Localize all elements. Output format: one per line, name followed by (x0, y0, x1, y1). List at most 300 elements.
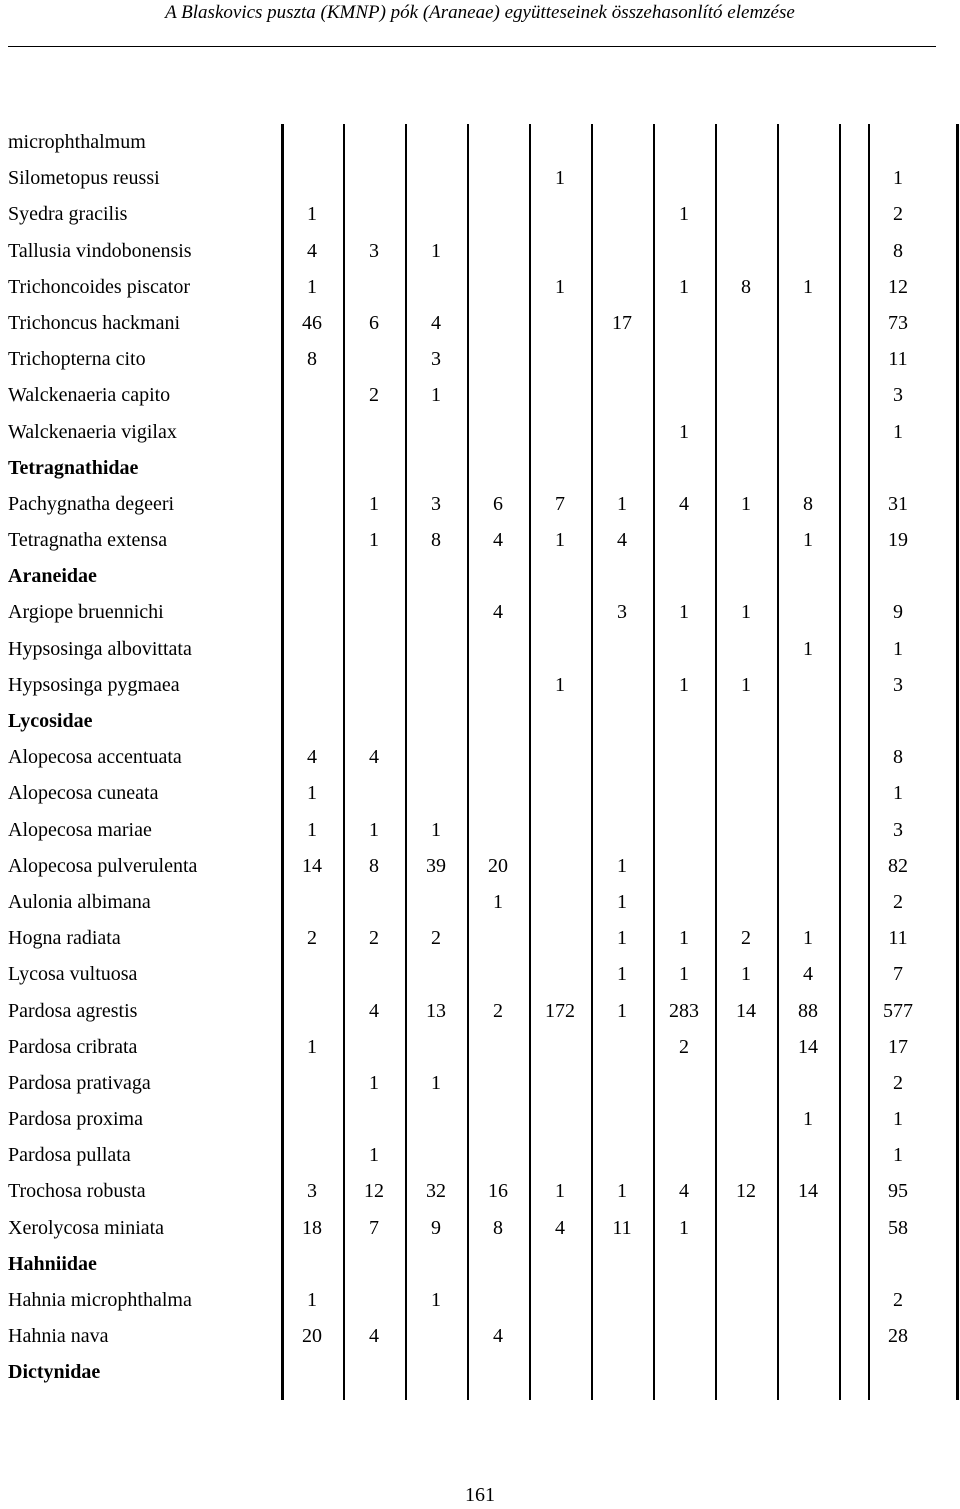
count-cell: 13 (426, 999, 446, 1022)
count-cell (778, 739, 838, 775)
species-name: Silometopus reussi (8, 167, 160, 190)
species-name: Pardosa cribrata (8, 1035, 138, 1058)
count-cell (344, 1282, 404, 1318)
count-cell: 1 (431, 1289, 441, 1311)
count-cell (406, 1318, 466, 1354)
count-cell: 1 (617, 1180, 627, 1203)
count-cell (592, 196, 652, 232)
species-name: Trichoncus hackmani (8, 311, 181, 334)
family-name: Dictynidae (8, 1361, 101, 1384)
count-cell (344, 414, 404, 450)
count-cell (468, 233, 528, 269)
species-row (0, 631, 960, 667)
count-cell (716, 812, 776, 848)
count-cell: 1 (555, 167, 565, 190)
count-cell (406, 1029, 466, 1065)
count-cell (282, 414, 342, 450)
count-cell: 2 (307, 927, 317, 950)
species-row (0, 124, 960, 160)
count-cell: 8 (493, 1216, 503, 1239)
species-row (0, 739, 960, 775)
count-cell (778, 848, 838, 884)
count-cell: 4 (679, 492, 689, 515)
count-cell (468, 196, 528, 232)
count-cell (468, 269, 528, 305)
count-cell (530, 739, 590, 775)
count-cell: 1 (893, 167, 903, 190)
count-cell (468, 739, 528, 775)
count-cell (778, 341, 838, 377)
count-cell: 16 (488, 1180, 508, 1203)
count-cell: 1 (369, 529, 379, 552)
count-cell (592, 377, 652, 413)
count-cell (778, 558, 838, 594)
count-cell (654, 775, 714, 811)
count-cell (716, 414, 776, 450)
count-cell (406, 1101, 466, 1137)
count-cell: 11 (612, 1216, 632, 1239)
count-cell: 1 (617, 963, 627, 986)
count-cell: 1 (679, 927, 689, 950)
count-cell (654, 522, 714, 558)
count-cell: 20 (488, 854, 508, 877)
count-cell: 11 (888, 927, 908, 950)
count-cell: 4 (307, 746, 317, 769)
count-cell (468, 558, 528, 594)
species-name: Aulonia albimana (8, 890, 151, 913)
count-cell: 12 (888, 275, 908, 298)
count-cell: 3 (617, 601, 627, 624)
count-cell (530, 1065, 590, 1101)
species-row (0, 377, 960, 413)
count-cell (716, 1029, 776, 1065)
count-cell (778, 377, 838, 413)
species-row (0, 522, 960, 558)
count-cell: 3 (431, 348, 441, 371)
count-cell (468, 775, 528, 811)
count-cell (282, 160, 342, 196)
count-cell (530, 812, 590, 848)
count-cell (716, 124, 776, 160)
count-cell (868, 124, 928, 160)
running-header: A Blaskovics puszta (KMNP) pók (Araneae) együtteseinek összehasonlító elemzése (165, 2, 795, 23)
count-cell (282, 450, 342, 486)
count-cell: 3 (893, 673, 903, 696)
count-cell (344, 884, 404, 920)
count-cell (716, 884, 776, 920)
count-cell: 1 (555, 673, 565, 696)
species-row (0, 1318, 960, 1354)
count-cell: 1 (803, 275, 813, 298)
count-cell: 1 (893, 637, 903, 660)
count-cell: 1 (307, 1035, 317, 1058)
count-cell (530, 1282, 590, 1318)
count-cell: 1 (369, 1144, 379, 1167)
count-cell (716, 1282, 776, 1318)
count-cell (344, 450, 404, 486)
count-cell (654, 703, 714, 739)
count-cell (716, 450, 776, 486)
species-row (0, 667, 960, 703)
column-rule (281, 124, 284, 1400)
count-cell (654, 305, 714, 341)
count-cell (344, 1101, 404, 1137)
count-cell: 3 (893, 384, 903, 407)
count-cell (530, 341, 590, 377)
count-cell (530, 450, 590, 486)
count-cell: 4 (493, 1325, 503, 1348)
count-cell (592, 450, 652, 486)
count-cell (716, 233, 776, 269)
count-cell: 8 (307, 348, 317, 371)
species-name: Pachygnatha degeeri (8, 492, 175, 515)
count-cell: 28 (888, 1325, 908, 1348)
count-cell (592, 739, 652, 775)
species-row (0, 414, 960, 450)
count-cell (530, 594, 590, 630)
count-cell (468, 1065, 528, 1101)
count-cell (868, 558, 928, 594)
count-cell: 1 (369, 818, 379, 841)
count-cell: 1 (369, 1071, 379, 1094)
column-rule (343, 124, 345, 1400)
count-cell: 39 (426, 854, 446, 877)
count-cell (868, 450, 928, 486)
header-rule (8, 46, 936, 47)
count-cell (406, 160, 466, 196)
count-cell (778, 305, 838, 341)
species-row (0, 848, 960, 884)
count-cell: 1 (431, 239, 441, 262)
count-cell (778, 414, 838, 450)
species-name: Xerolycosa miniata (8, 1216, 165, 1239)
count-cell: 6 (369, 311, 379, 334)
count-cell (654, 1354, 714, 1390)
count-cell (282, 667, 342, 703)
count-cell: 1 (679, 673, 689, 696)
species-name: Walckenaeria vigilax (8, 420, 177, 443)
count-cell (654, 450, 714, 486)
count-cell (282, 558, 342, 594)
count-cell: 1 (803, 1108, 813, 1131)
count-cell (468, 1137, 528, 1173)
count-cell: 283 (669, 999, 699, 1022)
count-cell (778, 233, 838, 269)
species-name: Lycosa vultuosa (8, 963, 138, 986)
page-number: 161 (465, 1484, 495, 1506)
count-cell: 1 (893, 420, 903, 443)
count-cell (716, 341, 776, 377)
count-cell (592, 812, 652, 848)
count-cell (654, 124, 714, 160)
count-cell: 1 (307, 818, 317, 841)
count-cell: 7 (555, 492, 565, 515)
count-cell (344, 594, 404, 630)
count-cell: 4 (369, 999, 379, 1022)
family-row (0, 703, 960, 739)
count-cell: 1 (803, 927, 813, 950)
count-cell (468, 124, 528, 160)
count-cell: 1 (493, 890, 503, 913)
count-cell (778, 1282, 838, 1318)
count-cell (468, 1101, 528, 1137)
count-cell (282, 884, 342, 920)
family-name: Hahniidae (8, 1252, 97, 1275)
count-cell: 1 (369, 492, 379, 515)
count-cell: 8 (893, 239, 903, 262)
count-cell (716, 160, 776, 196)
count-cell: 12 (364, 1180, 384, 1203)
count-cell (406, 739, 466, 775)
family-row (0, 1354, 960, 1390)
count-cell: 1 (431, 384, 441, 407)
count-cell (654, 1101, 714, 1137)
count-cell: 1 (679, 963, 689, 986)
count-cell (406, 414, 466, 450)
species-row (0, 1137, 960, 1173)
count-cell (530, 1029, 590, 1065)
count-cell (406, 667, 466, 703)
count-cell: 2 (431, 927, 441, 950)
count-cell (282, 522, 342, 558)
family-name: Lycosidae (8, 710, 93, 732)
count-cell: 1 (617, 890, 627, 913)
count-cell (868, 703, 928, 739)
count-cell (468, 1246, 528, 1282)
count-cell: 1 (307, 203, 317, 226)
count-cell (530, 920, 590, 956)
count-cell: 1 (555, 1180, 565, 1203)
count-cell: 577 (883, 999, 913, 1022)
count-cell (592, 341, 652, 377)
species-row (0, 305, 960, 341)
count-cell (468, 450, 528, 486)
species-name: Pardosa proxima (8, 1108, 143, 1131)
count-cell: 14 (798, 1035, 818, 1058)
count-cell (592, 160, 652, 196)
column-rule (715, 124, 717, 1400)
species-name: Pardosa agrestis (8, 999, 138, 1022)
count-cell (778, 1354, 838, 1390)
count-cell (778, 1210, 838, 1246)
count-cell (406, 1354, 466, 1390)
count-cell: 1 (741, 963, 751, 986)
count-cell: 4 (803, 963, 813, 986)
species-row (0, 812, 960, 848)
count-cell: 1 (307, 1289, 317, 1311)
count-cell (468, 1354, 528, 1390)
count-cell: 2 (369, 384, 379, 407)
count-cell: 2 (893, 1289, 903, 1311)
count-cell (530, 884, 590, 920)
count-cell (592, 269, 652, 305)
count-cell: 1 (679, 275, 689, 298)
species-name: Trochosa robusta (8, 1180, 146, 1203)
count-cell: 4 (555, 1216, 565, 1239)
species-name: Hahnia microphthalma (8, 1289, 192, 1311)
count-cell (406, 594, 466, 630)
species-name: Hypsosinga albovittata (8, 637, 192, 660)
count-cell (344, 124, 404, 160)
count-cell: 3 (369, 239, 379, 262)
count-cell (468, 920, 528, 956)
count-cell (282, 631, 342, 667)
count-cell (282, 1101, 342, 1137)
count-cell (282, 1137, 342, 1173)
count-cell (592, 1065, 652, 1101)
count-cell (530, 848, 590, 884)
count-cell (530, 703, 590, 739)
count-cell: 1 (307, 275, 317, 298)
count-cell: 2 (893, 1071, 903, 1094)
count-cell (778, 884, 838, 920)
count-cell (282, 703, 342, 739)
count-cell (592, 1101, 652, 1137)
count-cell: 9 (893, 601, 903, 624)
count-cell (592, 1318, 652, 1354)
count-cell (344, 1354, 404, 1390)
count-cell (592, 1246, 652, 1282)
count-cell (468, 1282, 528, 1318)
count-cell (530, 1137, 590, 1173)
count-cell (778, 1246, 838, 1282)
species-name: Tetragnatha extensa (8, 529, 168, 552)
count-cell: 6 (493, 492, 503, 515)
count-cell: 172 (545, 999, 575, 1022)
column-rule (405, 124, 407, 1400)
count-cell: 8 (431, 529, 441, 552)
count-cell (282, 1246, 342, 1282)
species-name: Tallusia vindobonensis (8, 239, 192, 262)
count-cell (716, 703, 776, 739)
species-name: Hahnia nava (8, 1325, 109, 1348)
count-cell (468, 377, 528, 413)
count-cell: 88 (798, 999, 818, 1022)
count-cell (778, 594, 838, 630)
count-cell (406, 956, 466, 992)
count-cell: 8 (369, 854, 379, 877)
count-cell (406, 450, 466, 486)
family-row (0, 1246, 960, 1282)
count-cell (530, 233, 590, 269)
count-cell (778, 196, 838, 232)
species-row (0, 920, 960, 956)
family-name: Tetragnathidae (8, 456, 139, 479)
count-cell: 7 (369, 1216, 379, 1239)
count-cell (716, 196, 776, 232)
count-cell: 1 (893, 782, 903, 805)
count-cell (468, 703, 528, 739)
count-cell (592, 414, 652, 450)
count-cell: 1 (803, 529, 813, 552)
count-cell: 4 (369, 746, 379, 769)
count-cell (530, 775, 590, 811)
count-cell: 1 (893, 1144, 903, 1167)
count-cell (778, 775, 838, 811)
count-cell: 82 (888, 854, 908, 877)
count-cell: 1 (803, 637, 813, 660)
count-cell (468, 812, 528, 848)
count-cell: 4 (369, 1325, 379, 1348)
count-cell (592, 124, 652, 160)
count-cell (406, 631, 466, 667)
count-cell (716, 775, 776, 811)
count-cell: 3 (307, 1180, 317, 1203)
column-rule (591, 124, 593, 1400)
count-cell (868, 1246, 928, 1282)
family-row (0, 450, 960, 486)
count-cell: 1 (679, 1216, 689, 1239)
count-cell (530, 1354, 590, 1390)
count-cell: 2 (893, 890, 903, 913)
count-cell: 17 (888, 1035, 908, 1058)
species-row (0, 956, 960, 992)
count-cell: 20 (302, 1325, 322, 1348)
count-cell (778, 160, 838, 196)
count-cell: 1 (679, 203, 689, 226)
count-cell (530, 558, 590, 594)
count-cell: 2 (369, 927, 379, 950)
count-cell (468, 1029, 528, 1065)
count-cell: 1 (741, 601, 751, 624)
count-cell (344, 631, 404, 667)
count-cell (344, 269, 404, 305)
species-row (0, 269, 960, 305)
count-cell (406, 124, 466, 160)
count-cell (282, 594, 342, 630)
count-cell: 1 (431, 818, 441, 841)
species-row (0, 486, 960, 522)
species-row (0, 196, 960, 232)
species-row (0, 594, 960, 630)
count-cell (778, 703, 838, 739)
count-cell (592, 631, 652, 667)
count-cell (530, 414, 590, 450)
count-cell (592, 1029, 652, 1065)
species-row (0, 341, 960, 377)
count-cell (468, 160, 528, 196)
count-cell (592, 703, 652, 739)
species-name: microphthalmum (8, 131, 146, 153)
count-cell (530, 305, 590, 341)
count-cell: 1 (617, 927, 627, 950)
count-cell (654, 1065, 714, 1101)
count-cell (778, 812, 838, 848)
species-name: Hypsosinga pygmaea (8, 673, 180, 696)
count-cell (716, 1246, 776, 1282)
count-cell (654, 812, 714, 848)
count-cell (716, 1354, 776, 1390)
count-cell (716, 1101, 776, 1137)
count-cell: 12 (736, 1180, 756, 1203)
count-cell: 1 (679, 420, 689, 443)
count-cell (778, 1137, 838, 1173)
species-name: Argiope bruennichi (8, 601, 164, 624)
count-cell (530, 1101, 590, 1137)
count-cell (716, 1210, 776, 1246)
species-row (0, 160, 960, 196)
count-cell: 1 (741, 673, 751, 696)
count-cell (592, 233, 652, 269)
count-cell (654, 558, 714, 594)
count-cell (778, 1065, 838, 1101)
count-cell: 1 (555, 275, 565, 298)
species-name: Alopecosa accentuata (8, 746, 182, 769)
count-cell (778, 1318, 838, 1354)
count-cell (344, 703, 404, 739)
count-cell (468, 631, 528, 667)
family-row (0, 558, 960, 594)
